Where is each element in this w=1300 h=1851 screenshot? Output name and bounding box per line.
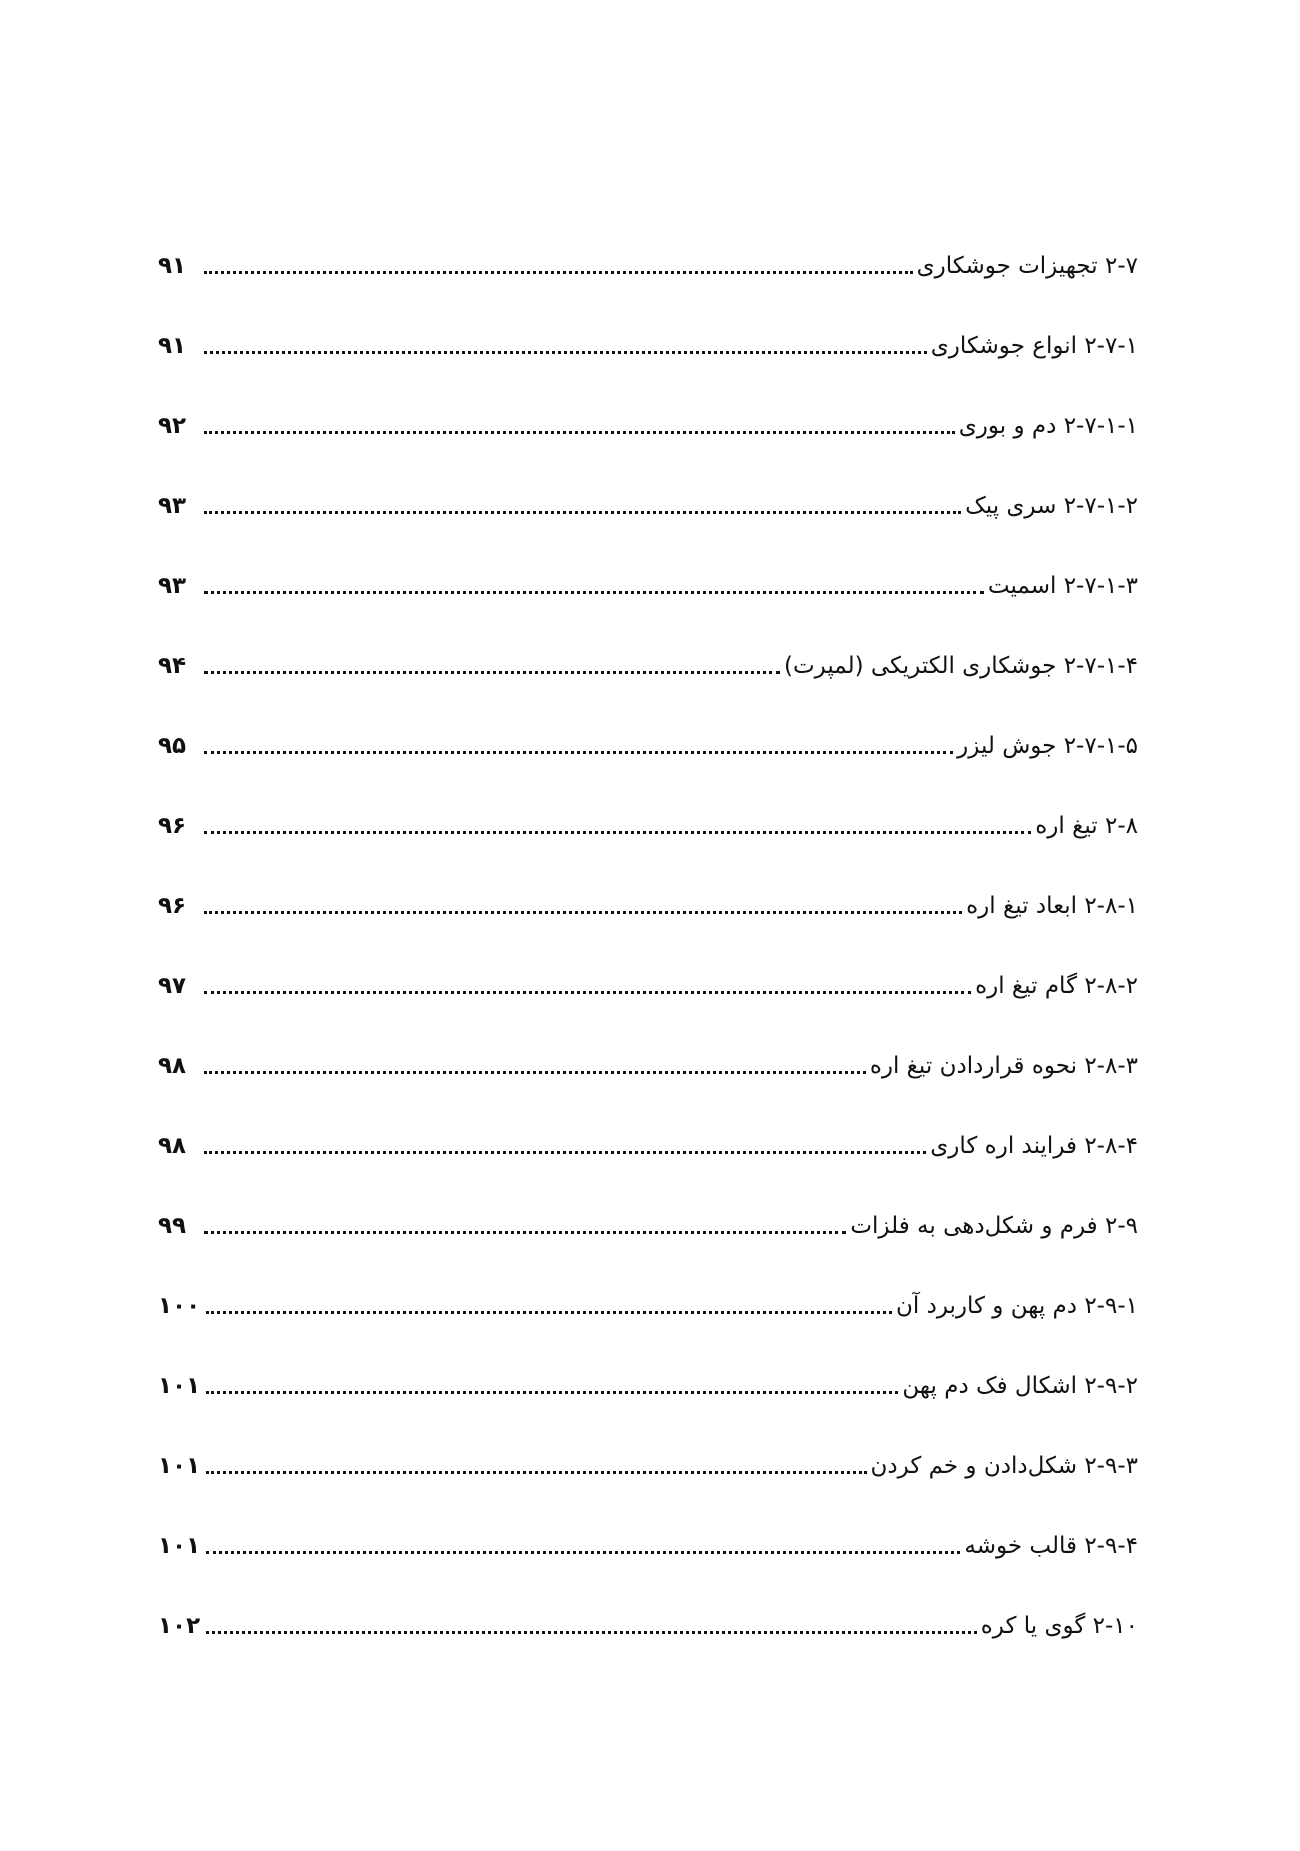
toc-page-number: ۹۷ — [158, 973, 187, 999]
toc-page-number: ۱۰۱ — [158, 1453, 201, 1479]
toc-entry-title: ۲-۹-۴ قالب خوشه — [964, 1533, 1138, 1559]
dot-leader — [204, 1231, 846, 1234]
toc-entry-title: ۲-۸-۲ گام تیغ اره — [975, 973, 1138, 999]
dot-leader — [204, 351, 927, 354]
dot-leader — [206, 1391, 898, 1394]
toc-entry-title: ۲-۸-۴ فرایند اره کاری — [930, 1133, 1138, 1159]
toc-page-number: ۹۱ — [158, 253, 187, 279]
toc-entry-title: ۲-۷-۱-۱ دم و بوری — [958, 413, 1138, 439]
toc-entry[interactable] — [158, 1238, 1138, 1318]
dot-leader — [204, 911, 962, 914]
toc-entry[interactable] — [158, 758, 1138, 838]
toc-entry-title: ۲-۱۰ گوی یا کره — [980, 1613, 1138, 1639]
toc-entry[interactable] — [158, 678, 1138, 758]
toc-entry[interactable] — [158, 278, 1138, 358]
toc-page-number: ۹۹ — [158, 1213, 187, 1239]
toc-entry-title: ۲-۸-۱ ابعاد تیغ اره — [966, 893, 1138, 919]
toc-entry[interactable] — [158, 1478, 1138, 1558]
toc-page-number: ۹۴ — [158, 653, 187, 679]
toc-page-number: ۹۸ — [158, 1133, 187, 1159]
toc-entry-title: ۲-۷-۱ انواع جوشکاری — [930, 333, 1138, 359]
toc-entry[interactable] — [158, 838, 1138, 918]
toc-entry-title: ۲-۹-۱ دم پهن و کاربرد آن — [895, 1293, 1138, 1319]
toc-entry-title: ۲-۹-۲ اشکال فک دم پهن — [902, 1373, 1138, 1399]
toc-entry-title: ۲-۹-۳ شکل‌دادن و خم کردن — [870, 1453, 1138, 1479]
toc-page-number: ۹۳ — [158, 493, 187, 519]
toc-entry-title: ۲-۹ فرم و شکل‌دهی به فلزات — [850, 1213, 1138, 1239]
dot-leader — [204, 751, 953, 754]
toc-page-number: ۱۰۱ — [158, 1373, 201, 1399]
toc-entry[interactable] — [158, 198, 1138, 278]
dot-leader — [204, 511, 961, 514]
toc-entry[interactable] — [158, 1078, 1138, 1158]
toc-entry[interactable] — [158, 1158, 1138, 1238]
toc-page-number: ۱۰۲ — [158, 1613, 201, 1639]
toc-page-number: ۱۰۰ — [158, 1293, 201, 1319]
toc-page-number: ۱۰۱ — [158, 1533, 201, 1559]
dot-leader — [204, 1071, 866, 1074]
toc-entry-title: ۲-۸-۳ نحوه قراردادن تیغ اره — [869, 1053, 1138, 1079]
toc-entry[interactable] — [158, 918, 1138, 998]
table-of-contents — [158, 198, 1138, 1638]
toc-entry[interactable] — [158, 438, 1138, 518]
toc-page-number: ۹۵ — [158, 733, 187, 759]
dot-leader — [204, 271, 913, 274]
toc-entry[interactable] — [158, 998, 1138, 1078]
dot-leader — [204, 431, 955, 434]
toc-page-number: ۹۲ — [158, 413, 187, 439]
toc-entry[interactable] — [158, 1558, 1138, 1638]
dot-leader — [206, 1311, 892, 1314]
toc-page-number: ۹۳ — [158, 573, 187, 599]
toc-entry-title: ۲-۸ تیغ اره — [1035, 813, 1138, 839]
toc-entry-title: ۲-۷-۱-۴ جوشکاری الکتریکی (لمپرت) — [784, 653, 1138, 679]
dot-leader — [206, 1551, 960, 1554]
toc-entry-title: ۲-۷-۱-۲ سری پیک — [965, 493, 1138, 519]
toc-page-number: ۹۶ — [158, 813, 187, 839]
toc-page-number: ۹۶ — [158, 893, 187, 919]
toc-entry[interactable] — [158, 518, 1138, 598]
dot-leader — [204, 671, 780, 674]
toc-entry[interactable] — [158, 1318, 1138, 1398]
toc-entry-title: ۲-۷ تجهیزات جوشکاری — [916, 253, 1138, 279]
dot-leader — [204, 831, 1031, 834]
dot-leader — [206, 1631, 977, 1634]
toc-entry[interactable] — [158, 1398, 1138, 1478]
dot-leader — [204, 1151, 926, 1154]
toc-entry[interactable] — [158, 598, 1138, 678]
toc-page-number: ۹۱ — [158, 333, 187, 359]
toc-entry[interactable] — [158, 358, 1138, 438]
toc-page-number: ۹۸ — [158, 1053, 187, 1079]
toc-entry-title: ۲-۷-۱-۳ اسمیت — [987, 573, 1138, 599]
dot-leader — [204, 991, 971, 994]
dot-leader — [204, 591, 984, 594]
dot-leader — [206, 1471, 866, 1474]
toc-entry-title: ۲-۷-۱-۵ جوش لیزر — [957, 733, 1138, 759]
